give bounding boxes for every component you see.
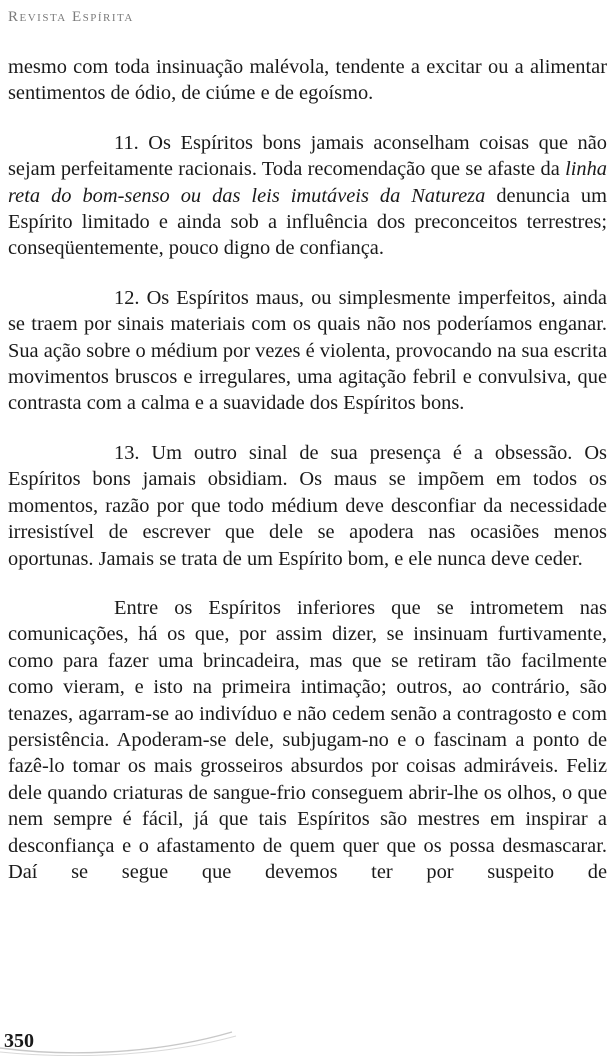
paragraph-p14 [8, 595, 607, 885]
text-segment: 12. Os Espíritos maus, ou simplesmente imperfeitos, ainda se traem por sinais materiais com os quais não nos poderíamos enganar. Sua ação sobre o médium por vezes é violenta, provocando na sua escrita movimentos bruscos e irregulares, uma agitação febril e convulsiva, que contrasta com a calma e a suavidade dos Espíritos bons. [8, 286, 607, 415]
text-segment: 13. Um outro sinal de sua presença é a obsessão. Os Espíritos bons jamais obsidiam. Os maus se impõem em todos os momentos, razão por que todo médium deve desconfiar da necessidade irresistível de escrever que dele se apodera nas ocasiões menos oportunas. Jamais se trata de um Espírito bom, e ele nunca deve ceder. [8, 441, 607, 570]
page-body [8, 54, 607, 885]
text-segment: Entre os Espíritos inferiores que se intrometem nas comunicações, há os que, por assim dizer, se insinuam furtivamente, como para fazer uma brincadeira, mas que se retiram tão facilmente como vieram, e isto na primeira intimação; outros, ao contrário, são tenazes, agarram-se ao indivíduo e não cedem senão a contragosto e com persistência. Apoderam-se dele, subjugam-no e o fascinam a ponto de fazê-lo tomar os mais grosseiros absurdos por coisas admiráveis. Feliz dele quando criaturas de sangue-frio conseguem abrir-lhe os olhos, o que nem sempre é fácil, já que tais Espíritos são mestres em inspirar a desconfiança e o afastamento de quem quer que os possa desmascarar. Daí se segue que devemos ter por suspeito de [8, 596, 607, 883]
page-number: 350 [4, 1030, 34, 1052]
italic-emphasis: linha reta do bom-senso ou das leis imutáveis da Natureza [8, 158, 607, 207]
paragraph-p0 [8, 54, 607, 107]
paragraph-p13 [8, 440, 607, 572]
text-segment: denuncia um Espírito limitado e ainda sob a influência dos preconceitos terrestres; conseqüentemente, pouco digno de confiança. [8, 184, 607, 260]
paragraph-p12 [8, 285, 607, 417]
text-segment: mesmo com toda insinuação malévola, tendente a excitar ou a alimentar sentimentos de ódio, de ciúme e de egoísmo. [8, 56, 607, 105]
page-decoration-swoosh [0, 1026, 240, 1056]
running-header: Revista Espírita [8, 9, 134, 25]
paragraph-p11 [8, 130, 607, 262]
text-segment: 11. Os Espíritos bons jamais aconselham coisas que não sejam perfeitamente racionais. Toda recomendação que se afaste da [8, 131, 607, 181]
